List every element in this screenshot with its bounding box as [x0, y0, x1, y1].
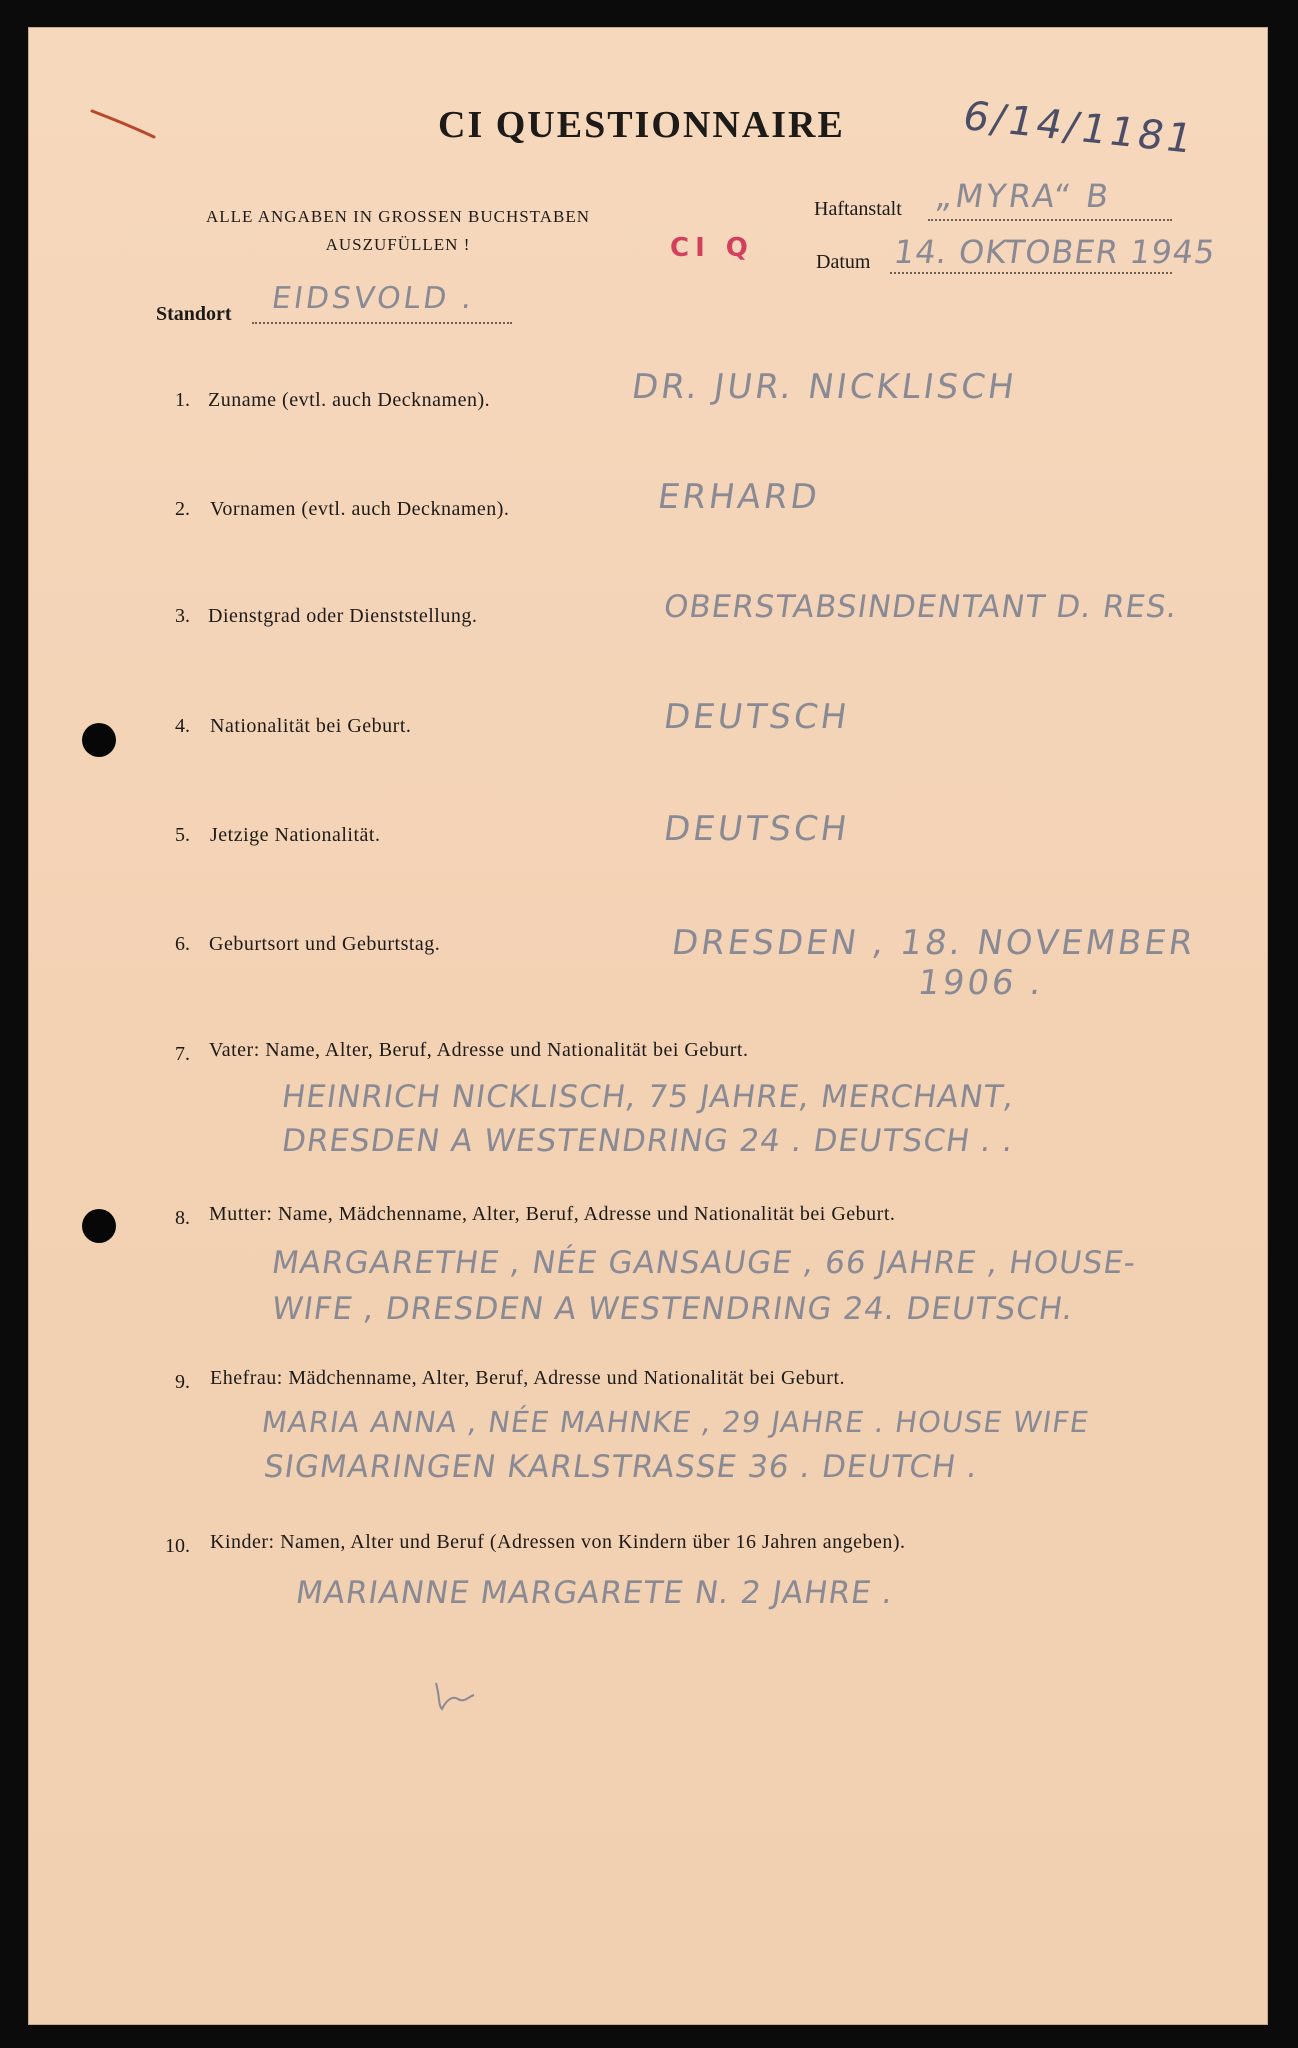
- file-number: 6/14/1181: [958, 93, 1201, 163]
- datum-dotted-line: [890, 272, 1172, 274]
- q7-label: Vater: Name, Alter, Beruf, Adresse und Nationalität bei Geburt.: [209, 1039, 749, 1061]
- q10-number: 10.: [165, 1535, 190, 1557]
- q6-answer-line-2: 1906 .: [915, 963, 1047, 1003]
- standort-dotted-line: [252, 322, 512, 324]
- red-pencil-mark: [88, 105, 158, 145]
- ciq-stamp: CI Q: [670, 233, 754, 263]
- q5-answer: DEUTSCH: [661, 809, 853, 849]
- q4-answer: DEUTSCH: [661, 697, 853, 737]
- q3-label: Dienstgrad oder Dienststellung.: [208, 605, 478, 627]
- instruction-text: [178, 203, 618, 259]
- q1-label: Zuname (evtl. auch Decknamen).: [208, 389, 491, 411]
- standort-value: EIDSVOLD .: [269, 281, 477, 316]
- instruction-line-1: ALLE ANGABEN IN GROSSEN BUCHSTABEN: [206, 207, 590, 226]
- q8-label: Mutter: Name, Mädchenname, Alter, Beruf, Adresse und Nationalität bei Geburt.: [209, 1203, 896, 1225]
- q5-number: 5.: [175, 824, 190, 846]
- q10-answer: MARIANNE MARGARETE N. 2 JAHRE .: [293, 1575, 896, 1611]
- q2-answer: ERHARD: [655, 477, 823, 517]
- q2-number: 2.: [175, 498, 190, 520]
- q1-number: 1.: [175, 389, 190, 411]
- q9-number: 9.: [175, 1371, 190, 1393]
- q7-number: 7.: [175, 1043, 190, 1065]
- q8-answer-line-2: WIFE , DRESDEN A WESTENDRING 24. DEUTSCH.: [269, 1291, 1076, 1327]
- q3-answer: OBERSTABSINDENTANT D. RES.: [661, 589, 1181, 625]
- instruction-line-2: AUSZUFÜLLEN !: [325, 235, 471, 254]
- standort-label: Standort: [156, 303, 232, 325]
- datum-value: 14. OKTOBER 1945: [891, 233, 1219, 271]
- q7-answer-line-2: DRESDEN A WESTENDRING 24 . DEUTSCH . .: [279, 1123, 1017, 1159]
- q1-answer: DR. JUR. NICKLISCH: [629, 367, 1020, 407]
- haftanstalt-dotted-line: [928, 219, 1172, 221]
- q9-answer-line-1: MARIA ANNA , NÉE MAHNKE , 29 JAHRE . HOUSE WIFE: [259, 1405, 1092, 1439]
- q6-number: 6.: [175, 933, 190, 955]
- q8-answer-line-1: MARGARETHE , NÉE GANSAUGE , 66 JAHRE , HOUSE-: [269, 1245, 1139, 1281]
- punch-hole-upper: [82, 723, 116, 757]
- q4-number: 4.: [175, 715, 190, 737]
- haftanstalt-value: „MYRA“ B: [933, 177, 1114, 215]
- q6-label: Geburtsort und Geburtstag.: [209, 933, 441, 955]
- pencil-squiggle-mark: [430, 1677, 480, 1717]
- q5-label: Jetzige Nationalität.: [210, 824, 381, 846]
- q6-answer-line-1: DRESDEN , 18. NOVEMBER: [669, 923, 1199, 963]
- punch-hole-lower: [82, 1209, 116, 1243]
- page-title: CI QUESTIONNAIRE: [438, 104, 845, 146]
- q4-label: Nationalität bei Geburt.: [210, 715, 412, 737]
- datum-label: Datum: [816, 251, 871, 273]
- q7-answer-line-1: HEINRICH NICKLISCH, 75 JAHRE, MERCHANT,: [279, 1079, 1018, 1115]
- questionnaire-page: [28, 27, 1268, 2025]
- q2-label: Vornamen (evtl. auch Decknamen).: [210, 498, 510, 520]
- q8-number: 8.: [175, 1207, 190, 1229]
- q3-number: 3.: [175, 605, 190, 627]
- q10-label: Kinder: Namen, Alter und Beruf (Adressen von Kindern über 16 Jahren angeben).: [210, 1531, 906, 1553]
- q9-label: Ehefrau: Mädchenname, Alter, Beruf, Adresse und Nationalität bei Geburt.: [210, 1367, 846, 1389]
- q9-answer-line-2: SIGMARINGEN KARLSTRASSE 36 . DEUTCH .: [261, 1449, 981, 1485]
- haftanstalt-label: Haftanstalt: [814, 198, 902, 220]
